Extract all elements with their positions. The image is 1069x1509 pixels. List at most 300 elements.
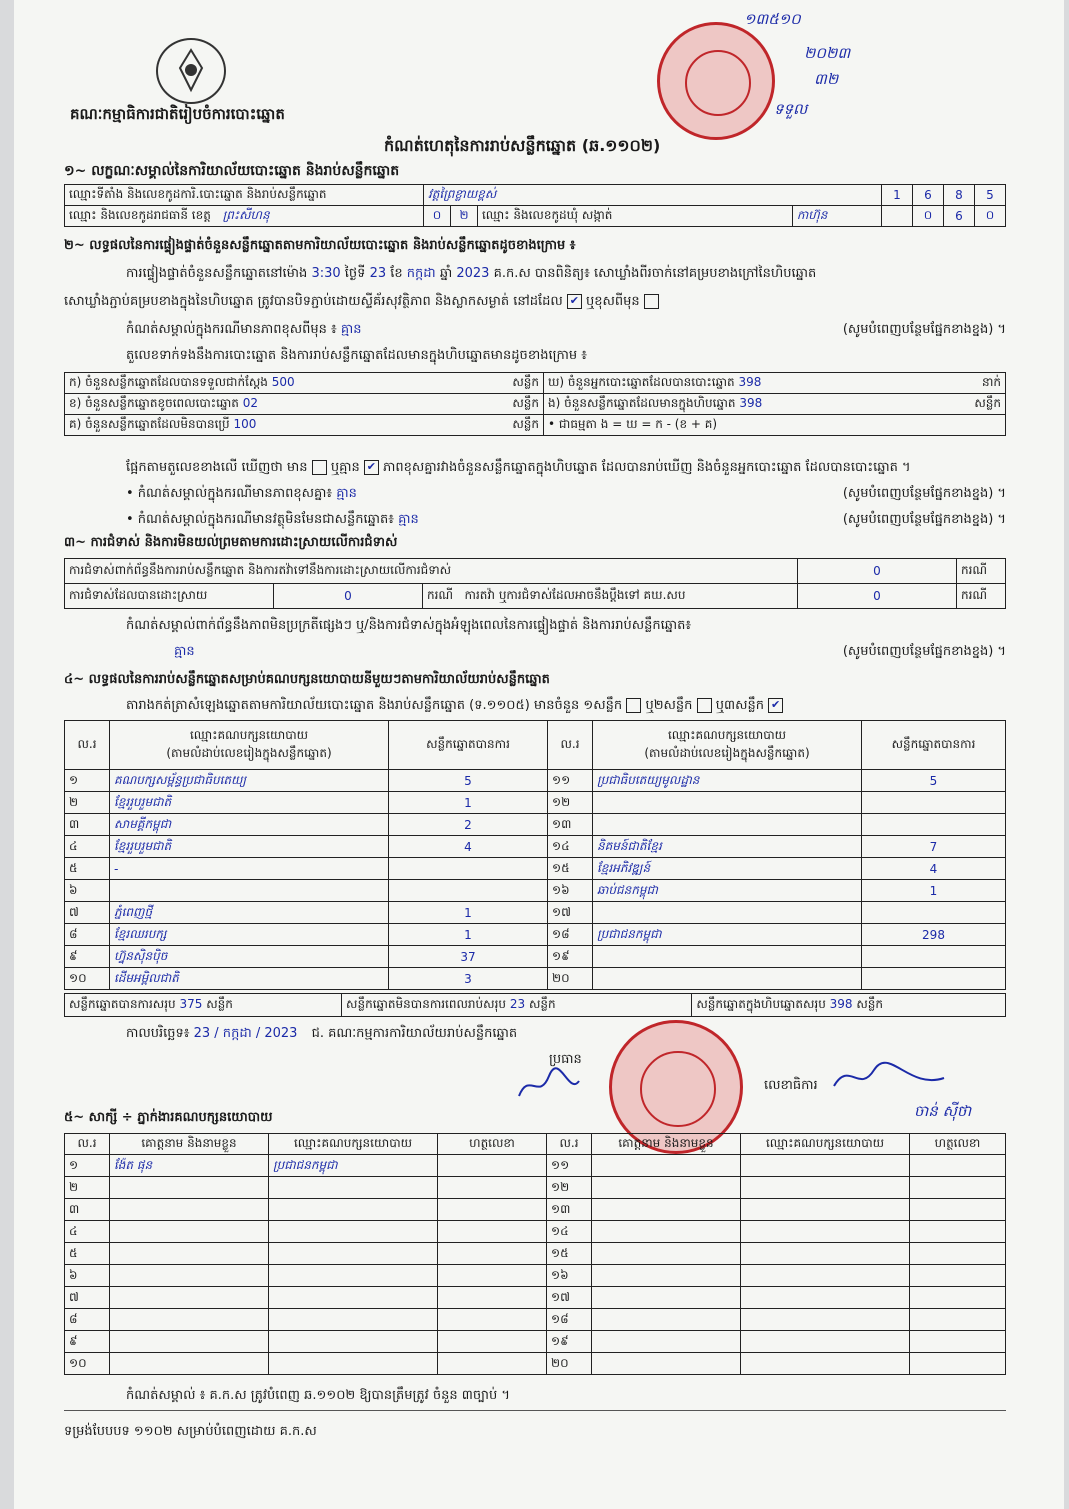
office-code-digit: 5 (975, 185, 1006, 206)
party-name: និគមន៍ជាតិខ្មែរ (593, 836, 862, 858)
row-no: ៦ (65, 1265, 110, 1287)
row-no: ១២ (548, 792, 593, 814)
seal-text: សោឃ្លាំងភ្ជាប់គម្របខាងក្នុងនៃហិបឆ្នោត ត្រូវបានបិទភ្ជាប់ដោយស្ទីគ័រសុវត្ថិភាព និងស្លាកសម្ងាត់ នៅដដែល (64, 294, 563, 309)
table-row (65, 1353, 1006, 1375)
witness-signature (438, 1287, 547, 1309)
party-name: ហ្វ៊ុនស៊ិនប៉ិច (110, 946, 389, 968)
witness-signature (438, 1243, 547, 1265)
table-row (65, 1221, 1006, 1243)
count-e (544, 394, 1006, 415)
no-diff-checkbox[interactable]: ✔ (364, 460, 379, 475)
table-row (65, 770, 1006, 792)
month-label: ខែ (390, 266, 403, 281)
witness-signature (910, 1287, 1006, 1309)
complaint-note-line (64, 644, 1006, 660)
witness-name (592, 1265, 741, 1287)
bullet1-label: • កំណត់សម្គាល់ក្នុងករណីមានភាពខុសគ្នា៖ (126, 486, 333, 501)
form-note: ទម្រង់បែបបទ ១១០២ សម្រាប់បំពេញដោយ គ.ក.ស (64, 1424, 317, 1439)
witness-signature (438, 1353, 547, 1375)
row-no: ៧ (65, 902, 110, 924)
verify-month: កក្កដា (406, 266, 436, 281)
complaint-row2b-label (423, 584, 798, 609)
divider (64, 1410, 1006, 1411)
unit: ករណី (427, 588, 454, 602)
unit: នាក់ (981, 375, 1001, 389)
results-table (64, 720, 1006, 990)
vote-count: 37 (389, 946, 548, 968)
party-name: ដើមអម្ពិលជាតិ (110, 968, 389, 990)
witness-name (110, 1265, 269, 1287)
verify-day: 23 (369, 266, 387, 281)
total-invalid-label: សន្លឹកឆ្នោតមិនបានការពេលរាប់សរុប (346, 997, 506, 1011)
row-no: ២ (65, 792, 110, 814)
witness-name (110, 1353, 269, 1375)
row-no: ១៥ (548, 858, 593, 880)
total-box-label: សន្លឹកឆ្នោតក្នុងហិបឆ្នោតសរុប (696, 997, 826, 1011)
row-no: ១៦ (548, 880, 593, 902)
party-name: ភ្នំពេញថ្មី (110, 902, 389, 924)
sheet-count-text: តារាងកត់ត្រាសំឡេងឆ្នោតតាមការិយាល័យបោះឆ្នោត និងរាប់សន្លឹកឆ្នោត (ទ.១១០៥) មានចំនួន ១សន្លឹក (126, 698, 623, 713)
witness-signature (910, 1221, 1006, 1243)
totals-table (64, 993, 1006, 1017)
witness-name (592, 1243, 741, 1265)
row-no: ១៣ (548, 814, 593, 836)
table-row (65, 1287, 1006, 1309)
witness-name (592, 1309, 741, 1331)
row-no: ១០ (65, 1353, 110, 1375)
count-d-value: 398 (738, 375, 762, 389)
row-no: ៨ (65, 1309, 110, 1331)
province-label: ឈ្មោះ និងលេខកូដរាជធានី ខេត្ត (69, 208, 211, 222)
witness-party (741, 1155, 910, 1177)
fill-hint: (សូមបំពេញបន្ថែមផ្នែកខាងខ្នង) ។ (842, 322, 1006, 337)
table-row (65, 1331, 1006, 1353)
col-party: ឈ្មោះគណបក្សនយោបាយ (269, 1134, 438, 1155)
table-row (65, 946, 1006, 968)
witness-signature (438, 1221, 547, 1243)
party-name (593, 902, 862, 924)
col-sign: ហត្ថលេខា (438, 1134, 547, 1155)
seal-line (64, 294, 659, 310)
table-row (65, 792, 1006, 814)
changed-checkbox[interactable] (644, 294, 659, 309)
chair-signature (514, 1066, 584, 1106)
row-no: ៩ (65, 1331, 110, 1353)
secretary-signature (829, 1058, 949, 1098)
office-code-digit: 8 (944, 185, 975, 206)
province-name: ព្រះសីហនុ (222, 208, 270, 222)
vote-count: 5 (862, 770, 1006, 792)
row-no: ១៤ (548, 836, 593, 858)
row-no: ៥ (65, 1243, 110, 1265)
total-valid-cell (65, 994, 342, 1017)
col-no: ល.រ (65, 1134, 110, 1155)
changed-label: ឬខុសពីមុន (586, 294, 640, 309)
vote-count (862, 792, 1006, 814)
witness-party (269, 1353, 438, 1375)
commune-label-cell (478, 206, 793, 227)
party-name: ខ្មែរឈរបក្ស (110, 924, 389, 946)
count-c-label: គ) ចំនួនសន្លឹកឆ្នោតដែលមិនបានប្រើ (69, 417, 230, 431)
complaint-row1-label: ការជំទាស់ពាក់ព័ន្ធនឹងការរាប់សន្លឹកឆ្នោត និងការតវ៉ាទៅនឹងការដោះស្រាយលើការជំទាស់ (65, 559, 798, 584)
col-name: គោត្តនាម និងនាមខ្លួន (110, 1134, 269, 1155)
secretary-label: លេខាធិការ (764, 1078, 818, 1093)
vote-count: 3 (389, 968, 548, 990)
unit: សន្លឹក (206, 997, 233, 1011)
committee-label: ជ. គណៈកម្មការការិយាល័យរាប់សន្លឹកឆ្នោត (311, 1026, 518, 1041)
witness-signature (910, 1243, 1006, 1265)
witness-signature (438, 1265, 547, 1287)
province-code-digit: ០ (424, 206, 451, 227)
date-value: 23 / កក្កដា / 2023 (193, 1026, 298, 1041)
row-no: ១ (65, 1155, 110, 1177)
unit: សន្លឹក (856, 997, 884, 1011)
table-row (65, 836, 1006, 858)
witness-name (592, 1177, 741, 1199)
three-sheet-checkbox[interactable]: ✔ (768, 698, 783, 713)
witness-table (64, 1133, 1006, 1375)
fill-hint: (សូមបំពេញបន្ថែមផ្នែកខាងខ្នង) ។ (842, 512, 1006, 527)
row-no: ៧ (65, 1287, 110, 1309)
vote-count: 1 (389, 902, 548, 924)
count-e-value: 398 (739, 396, 763, 410)
witness-signature (910, 1309, 1006, 1331)
party-name: សាមគ្គីកម្ពុជា (110, 814, 389, 836)
unit: សន្លឹក (512, 375, 539, 389)
count-c (65, 415, 544, 436)
day-label: ថ្ងៃទី (344, 266, 366, 281)
row-no: ១១ (547, 1155, 592, 1177)
count-e-label: ង) ចំនួនសន្លឹកឆ្នោតដែលមានក្នុងហិបឆ្នោត (548, 396, 736, 410)
same-checkbox[interactable]: ✔ (567, 294, 582, 309)
witness-party (269, 1331, 438, 1353)
vote-count: 5 (389, 770, 548, 792)
diff-note-label: កំណត់សម្គាល់ក្នុងករណីមានភាពខុសពីមុន ៖ (126, 322, 337, 337)
count-a-value: 500 (271, 375, 295, 389)
witness-party: ប្រជាជនកម្ពុជា (269, 1155, 438, 1177)
witness-name (110, 1177, 269, 1199)
row-no: ១៩ (548, 946, 593, 968)
bullet2-label: • កំណត់សម្គាល់ក្នុងករណីមានវត្ថុមិនមែនជាសន្លឹកឆ្នោត៖ (126, 512, 394, 527)
witness-party (741, 1199, 910, 1221)
count-b-value: 02 (242, 396, 259, 410)
witness-party (269, 1221, 438, 1243)
unit: សន្លឹក (974, 396, 1001, 410)
year-label: ឆ្នាំ (439, 266, 453, 281)
bullet1-line (126, 486, 1006, 502)
col-party-title: ឈ្មោះគណបក្សនយោបាយ (667, 728, 787, 742)
row-no: ១២ (547, 1177, 592, 1199)
verify-year: 2023 (456, 266, 490, 281)
witness-party (269, 1309, 438, 1331)
table-row (65, 924, 1006, 946)
witness-party (269, 1265, 438, 1287)
witness-name (592, 1155, 741, 1177)
commune-label: ឈ្មោះ និងលេខកូដឃុំ សង្កាត់ (482, 208, 613, 222)
party-name: គណបក្សសម្ព័ន្ធប្រជាធិបតេយ្យ (110, 770, 389, 792)
col-party (593, 721, 862, 770)
diff-note-line (126, 322, 1006, 338)
stamp-note-1: ១៣៥១០ (744, 10, 801, 28)
unit: សន្លឹក (512, 396, 539, 410)
office-id-table (64, 184, 1006, 227)
col-name: គោត្តនាម និងនាមខ្លួន (592, 1134, 741, 1155)
complaint-row2-value: 0 (344, 589, 352, 603)
row-no: ១៩ (547, 1331, 592, 1353)
row-no: ១០ (65, 968, 110, 990)
total-box-value: 398 (829, 997, 853, 1011)
commune-code-digit: ០ (913, 206, 944, 227)
compare-tail: ភាពខុសគ្នារវាងចំនួនសន្លឹកឆ្នោតក្នុងហិបឆ្នោត ដែលបានរាប់ឃើញ និងចំនួនអ្នកបោះឆ្នោត ដែលបានបោះឆ្នោត ។ (383, 460, 911, 475)
complaint-note: កំណត់សម្គាល់ពាក់ព័ន្ធនឹងភាពមិនប្រក្រតីផ្សេងៗ ឬ/និងការជំទាស់ក្នុងអំឡុងពេលនៃការផ្ទៀងផ្ទាត់ និងការរាប់សន្លឹកឆ្នោត៖ (126, 618, 692, 633)
witness-signature (910, 1353, 1006, 1375)
counts-table (64, 372, 1006, 436)
diff-note-value: គ្មាន (340, 322, 362, 337)
count-a-label: ក) ចំនួនសន្លឹកឆ្នោតដែលបានទទួលជាក់ស្តែង (69, 375, 268, 389)
office-code-digit: 6 (913, 185, 944, 206)
witness-signature (910, 1331, 1006, 1353)
witness-party (741, 1309, 910, 1331)
table-row (65, 858, 1006, 880)
witness-name (592, 1331, 741, 1353)
row-no: ៤ (65, 1221, 110, 1243)
unit: ករណី (957, 559, 1006, 584)
row-no: ១៧ (548, 902, 593, 924)
commune-code-digit: ០ (975, 206, 1006, 227)
row-no: ១៦ (547, 1265, 592, 1287)
unit: ករណី (957, 584, 1006, 609)
witness-party (741, 1331, 910, 1353)
party-name (593, 814, 862, 836)
two-sheet-label: ឬ២សន្លឹក (645, 698, 693, 713)
date-label: កាលបរិច្ឆេទ៖ (126, 1026, 190, 1041)
secretary-name: ចាន់ ស៊ីថា (914, 1102, 972, 1120)
row-no: ២០ (548, 968, 593, 990)
vote-count: 298 (862, 924, 1006, 946)
row-no: ៩ (65, 946, 110, 968)
row-no: ៨ (65, 924, 110, 946)
verify-time: 3:30 (311, 266, 341, 281)
bullet2-value: គ្មាន (398, 512, 419, 527)
witness-name (110, 1199, 269, 1221)
row-no: ៣ (65, 1199, 110, 1221)
has-diff-checkbox[interactable] (312, 460, 327, 475)
witness-name (592, 1221, 741, 1243)
count-b (65, 394, 544, 415)
complaints-table (64, 558, 1006, 609)
vote-count (862, 946, 1006, 968)
party-name: ប្រជាធិបតេយ្យមូលដ្ឋាន (593, 770, 862, 792)
witness-name: ង៉ែត ផុន (110, 1155, 269, 1177)
province-code-digit: ២ (451, 206, 478, 227)
witness-party (269, 1199, 438, 1221)
row-no: ១៣ (547, 1199, 592, 1221)
party-name: - (110, 858, 389, 880)
office-name: វត្តព្រៃខ្លាយខ្ពស់ (424, 185, 882, 206)
witness-signature (910, 1155, 1006, 1177)
document-page (14, 0, 1064, 1509)
province-label-cell (65, 206, 424, 227)
witness-party (741, 1265, 910, 1287)
total-invalid-value: 23 (509, 997, 526, 1011)
witness-party (741, 1221, 910, 1243)
vote-count (389, 858, 548, 880)
col-party-title: ឈ្មោះគណបក្សនយោបាយ (189, 728, 309, 742)
row-no: ១១ (548, 770, 593, 792)
vote-count: 1 (389, 924, 548, 946)
complaint-row2b-value: 0 (798, 584, 957, 609)
chair-label: ប្រធាន (549, 1052, 582, 1067)
witness-name (110, 1331, 269, 1353)
col-votes: សន្លឹកឆ្នោតបានការ (862, 721, 1006, 770)
witness-party (741, 1353, 910, 1375)
footnote: កំណត់សម្គាល់ ៖ គ.ក.ស ត្រូវបំពេញ ឆ.១១០២ ឱ្យបានត្រឹមត្រូវ ចំនួន ៣ច្បាប់ ។ (126, 1388, 510, 1403)
table-row (65, 1177, 1006, 1199)
vote-count (862, 814, 1006, 836)
witness-name (592, 1287, 741, 1309)
complaint-note-value: គ្មាន (174, 644, 195, 659)
witness-signature (438, 1155, 547, 1177)
col-party: ឈ្មោះគណបក្សនយោបាយ (741, 1134, 910, 1155)
commune-name: កាហ៊ុន (792, 206, 881, 227)
vote-count: 2 (389, 814, 548, 836)
row-no: ១៥ (547, 1243, 592, 1265)
count-d (544, 373, 1006, 394)
stamp-note-2: ២០២៣ (804, 44, 851, 62)
row-no: ១៤ (547, 1221, 592, 1243)
witness-name (110, 1243, 269, 1265)
official-stamp (657, 22, 775, 140)
table-row (65, 902, 1006, 924)
total-box-cell (692, 994, 1006, 1017)
org-name: គណៈកម្មាធិការជាតិរៀបចំការបោះឆ្នោត (70, 105, 285, 123)
witness-name (110, 1221, 269, 1243)
table-row (65, 1265, 1006, 1287)
table-row (65, 1155, 1006, 1177)
stamp-note-3: ៣២ (814, 70, 839, 88)
witness-signature (910, 1177, 1006, 1199)
vote-count: 4 (389, 836, 548, 858)
witness-signature (438, 1331, 547, 1353)
party-name (593, 968, 862, 990)
count-a (65, 373, 544, 394)
row-no: ២ (65, 1177, 110, 1199)
col-no: ល.រ (548, 721, 593, 770)
col-party (110, 721, 389, 770)
count-b-label: ខ) ចំនួនសន្លឹកឆ្នោតខូចពេលបោះឆ្នោត (69, 396, 239, 410)
row-no: ១៨ (548, 924, 593, 946)
table-row (65, 1309, 1006, 1331)
complaint-row2-label: ការជំទាស់ដែលបានដោះស្រាយ (65, 584, 274, 609)
verify-line (126, 266, 816, 282)
unit: សន្លឹក (512, 417, 539, 431)
col-sign: ហត្ថលេខា (910, 1134, 1006, 1155)
total-valid-value: 375 (179, 997, 203, 1011)
office-label: ឈ្មោះទីតាំង និងលេខកូដការិ.បោះឆ្នោត និងរាប់សន្លឹកឆ្នោត (65, 185, 424, 206)
col-party-sub: (តាមលំដាប់លេខរៀងក្នុងសន្លឹកឆ្នោត) (644, 746, 810, 760)
total-valid-label: សន្លឹកឆ្នោតបានការសរុប (69, 997, 176, 1011)
date-line (126, 1026, 517, 1042)
witness-signature (910, 1265, 1006, 1287)
section4-heading: ៤~ លទ្ធផលនៃការរាប់សន្លឹកឆ្នោតសម្រាប់គណបក្សនយោបាយនីមួយៗតាមការិយាល័យរាប់សន្លឹកឆ្នោត (64, 672, 550, 687)
table-row (65, 1243, 1006, 1265)
complaint-row1-value: 0 (798, 559, 957, 584)
row-no: ៦ (65, 880, 110, 902)
row-no: ១៨ (547, 1309, 592, 1331)
vote-count (862, 968, 1006, 990)
vote-count (389, 880, 548, 902)
row-no: ២០ (547, 1353, 592, 1375)
two-sheet-checkbox[interactable] (697, 698, 712, 713)
col-votes: សន្លឹកឆ្នោតបានការ (389, 721, 548, 770)
complaint-row2b-text: ការតវ៉ា ឬការជំទាស់ដែលអាចនឹងប្តឹងទៅ គឃ.សប (464, 588, 686, 602)
witness-party (741, 1287, 910, 1309)
party-name: ប្រជាជនកម្ពុជា (593, 924, 862, 946)
witness-party (269, 1287, 438, 1309)
party-name (110, 880, 389, 902)
witness-party (269, 1243, 438, 1265)
verify-tail: គ.ក.ស បានពិនិត្យ៖ សោឃ្លាំងពីរចាក់នៅគម្របខាងក្រៅនៃហិបឆ្នោត (493, 266, 817, 281)
witness-name (110, 1309, 269, 1331)
compare-line (126, 460, 911, 476)
party-name: ឆាប់ជនកម្ពុជា (593, 880, 862, 902)
table-row (65, 880, 1006, 902)
compare-text: ផ្អែកតាមតួលេខខាងលើ ឃើញថា មាន (126, 460, 308, 475)
col-no: ល.រ (547, 1134, 592, 1155)
sheet-count-line (126, 698, 783, 714)
bullet2-line (126, 512, 1006, 528)
party-name: ខ្មែររួបរួមជាតិ (110, 792, 389, 814)
complaint-row2-value-cell (274, 584, 423, 609)
witness-signature (438, 1177, 547, 1199)
commune-code-digit: 6 (944, 206, 975, 227)
vote-count: 4 (862, 858, 1006, 880)
witness-party (741, 1177, 910, 1199)
total-invalid-cell (342, 994, 692, 1017)
office-code-digit: 1 (882, 185, 913, 206)
count-d-label: ឃ) ចំនួនអ្នកបោះឆ្នោតដែលបានបោះឆ្នោត (548, 375, 735, 389)
witness-signature (910, 1199, 1006, 1221)
formula: • ជាធម្មតា ង = ឃ = ក - (ខ + គ) (544, 415, 1006, 436)
fill-hint: (សូមបំពេញបន្ថែមផ្នែកខាងខ្នង) ។ (842, 486, 1006, 501)
verify-text: ការផ្ទៀងផ្ទាត់ចំនួនសន្លឹកឆ្នោតនៅម៉ោង (126, 266, 308, 281)
party-name (593, 792, 862, 814)
table-row (65, 1199, 1006, 1221)
witness-party (741, 1243, 910, 1265)
col-party-sub: (តាមលំដាប់លេខរៀងក្នុងសន្លឹកឆ្នោត) (166, 746, 332, 760)
witness-name (592, 1353, 741, 1375)
row-no: ៥ (65, 858, 110, 880)
unit: សន្លឹក (528, 997, 556, 1011)
fill-hint: (សូមបំពេញបន្ថែមផ្នែកខាងខ្នង) ។ (842, 644, 1006, 659)
section2-heading: ២~ លទ្ធផលនៃការផ្ទៀងផ្ទាត់ចំនួនសន្លឹកឆ្នោតតាមការិយាល័យបោះឆ្នោត និងរាប់សន្លឹកឆ្នោតដូចខាងក្រោម ៖ (64, 238, 576, 253)
nec-emblem (156, 38, 226, 104)
section1-heading: ១~ លក្ខណៈសម្គាល់នៃការិយាល័យបោះឆ្នោត និងរាប់សន្លឹកឆ្នោត (64, 163, 400, 179)
witness-party (269, 1177, 438, 1199)
row-no: ៣ (65, 814, 110, 836)
stamp-note-4: ទទួល (774, 100, 808, 118)
table-row (65, 968, 1006, 990)
vote-count: 1 (862, 880, 1006, 902)
col-no: ល.រ (65, 721, 110, 770)
one-sheet-checkbox[interactable] (626, 698, 641, 713)
witness-signature (438, 1199, 547, 1221)
witness-name (592, 1199, 741, 1221)
table-row (65, 814, 1006, 836)
row-no: ៤ (65, 836, 110, 858)
party-name: ខ្មែរអភិវឌ្ឍន៍ (593, 858, 862, 880)
counts-intro: តួលេខទាក់ទងនឹងការបោះឆ្នោត និងការរាប់សន្លឹកឆ្នោតដែលមានក្នុងហិបឆ្នោតមានដូចខាងក្រោម ៖ (126, 348, 587, 363)
